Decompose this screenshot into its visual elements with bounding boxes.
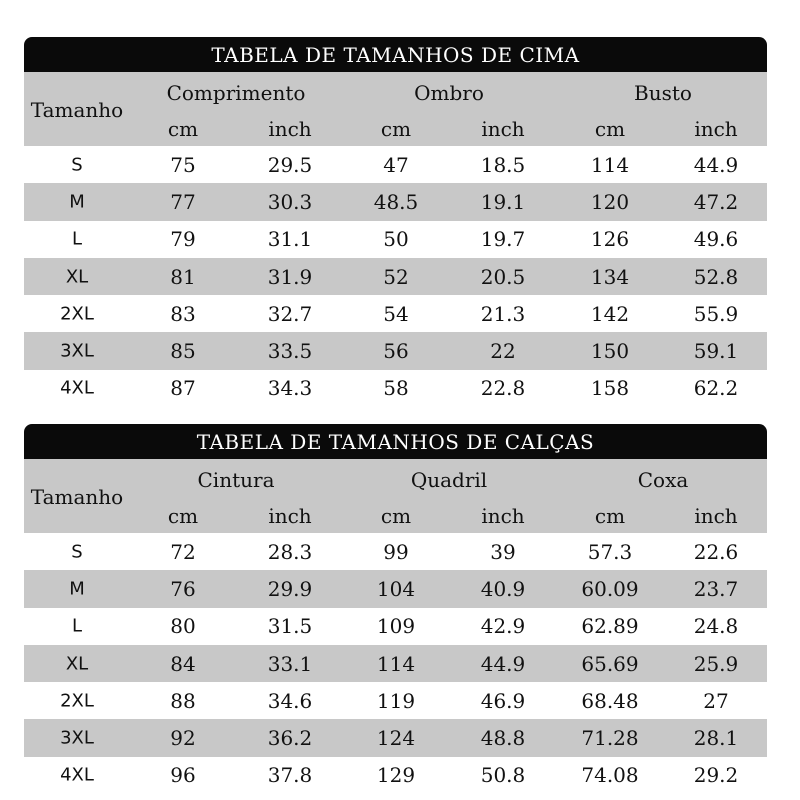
measurement-cell: 52.8 [693, 264, 739, 289]
table-row [24, 719, 767, 756]
table-row [24, 370, 767, 407]
table-row [24, 645, 767, 682]
measurement-cell: 129 [376, 763, 416, 788]
size-cell: 4XL [60, 764, 94, 786]
measurement-cell: 27 [703, 688, 729, 713]
measurement-cell: 44.9 [480, 651, 526, 676]
table-row [24, 183, 767, 220]
measurement-cell: 31.9 [267, 264, 313, 289]
measurement-cell: 21.3 [480, 301, 526, 326]
measurement-cell: 60.09 [581, 576, 639, 601]
measurement-group-label: Cintura [197, 468, 275, 492]
table-row [24, 258, 767, 295]
table-row [24, 757, 767, 794]
measurement-cell: 47 [383, 152, 409, 177]
measurement-cell: 76 [170, 576, 196, 601]
measurement-cell: 114 [590, 152, 630, 177]
measurement-cell: 68.48 [581, 688, 639, 713]
measurement-cell: 42.9 [480, 614, 526, 639]
size-cell: 4XL [60, 377, 94, 399]
table-header [24, 72, 767, 146]
measurement-cell: 28.1 [693, 726, 739, 751]
measurement-cell: 36.2 [267, 726, 313, 751]
size-cell: L [71, 228, 83, 250]
measurement-group-label: Comprimento [166, 81, 306, 105]
table-row [24, 570, 767, 607]
unit-label: inch [694, 117, 738, 141]
measurement-cell: 56 [383, 339, 409, 364]
size-cell: S [71, 541, 83, 563]
measurement-cell: 22.8 [480, 376, 526, 401]
size-cell: 3XL [60, 727, 94, 749]
measurement-cell: 31.1 [267, 227, 313, 252]
measurement-cell: 32.7 [267, 301, 313, 326]
measurement-cell: 62.2 [693, 376, 739, 401]
unit-label: inch [481, 504, 525, 528]
measurement-cell: 65.69 [581, 651, 639, 676]
table-header [24, 459, 767, 533]
measurement-cell: 71.28 [581, 726, 639, 751]
measurement-cell: 120 [590, 189, 630, 214]
measurement-cell: 150 [590, 339, 630, 364]
measurement-cell: 85 [170, 339, 196, 364]
size-cell: S [71, 154, 83, 176]
table-title: TABELA DE TAMANHOS DE CIMA [24, 37, 767, 72]
measurement-cell: 29.9 [267, 576, 313, 601]
size-column-label: Tamanho [30, 98, 124, 122]
size-cell: L [71, 615, 83, 637]
measurement-cell: 39 [490, 539, 516, 564]
size-cell: M [69, 191, 85, 213]
measurement-cell: 88 [170, 688, 196, 713]
measurement-cell: 22 [490, 339, 516, 364]
measurement-cell: 18.5 [480, 152, 526, 177]
measurement-cell: 54 [383, 301, 409, 326]
measurement-cell: 75 [170, 152, 196, 177]
measurement-group-label: Busto [634, 81, 692, 105]
measurement-cell: 46.9 [480, 688, 526, 713]
measurement-cell: 79 [170, 227, 196, 252]
measurement-cell: 72 [170, 539, 196, 564]
measurement-cell: 59.1 [693, 339, 739, 364]
measurement-cell: 104 [376, 576, 416, 601]
size-cell: 2XL [60, 303, 94, 325]
measurement-group-label: Quadril [410, 468, 488, 492]
measurement-cell: 81 [170, 264, 196, 289]
unit-label: cm [380, 117, 412, 141]
measurement-cell: 24.8 [693, 614, 739, 639]
measurement-cell: 124 [376, 726, 416, 751]
top-size-table [24, 37, 767, 407]
table-row [24, 221, 767, 258]
unit-label: cm [167, 504, 199, 528]
table-row [24, 332, 767, 369]
size-cell: XL [65, 653, 89, 675]
measurement-cell: 31.5 [267, 614, 313, 639]
measurement-cell: 99 [383, 539, 409, 564]
measurement-cell: 58 [383, 376, 409, 401]
measurement-cell: 48.8 [480, 726, 526, 751]
size-column-label: Tamanho [30, 485, 124, 509]
unit-label: inch [268, 504, 312, 528]
measurement-cell: 50.8 [480, 763, 526, 788]
size-cell: XL [65, 266, 89, 288]
measurement-cell: 109 [376, 614, 416, 639]
measurement-cell: 44.9 [693, 152, 739, 177]
measurement-cell: 28.3 [267, 539, 313, 564]
measurement-cell: 158 [590, 376, 630, 401]
measurement-cell: 114 [376, 651, 416, 676]
measurement-cell: 33.5 [267, 339, 313, 364]
measurement-cell: 57.3 [587, 539, 633, 564]
measurement-cell: 142 [590, 301, 630, 326]
measurement-cell: 20.5 [480, 264, 526, 289]
measurement-cell: 25.9 [693, 651, 739, 676]
measurement-cell: 34.6 [267, 688, 313, 713]
measurement-cell: 126 [590, 227, 630, 252]
unit-label: cm [594, 117, 626, 141]
measurement-cell: 87 [170, 376, 196, 401]
measurement-cell: 134 [590, 264, 630, 289]
measurement-cell: 96 [170, 763, 196, 788]
measurement-cell: 40.9 [480, 576, 526, 601]
measurement-cell: 30.3 [267, 189, 313, 214]
table-row [24, 295, 767, 332]
measurement-cell: 50 [383, 227, 409, 252]
measurement-cell: 62.89 [581, 614, 639, 639]
measurement-cell: 33.1 [267, 651, 313, 676]
table-row [24, 146, 767, 183]
measurement-group-label: Ombro [414, 81, 484, 105]
size-cell: 3XL [60, 340, 94, 362]
unit-label: cm [594, 504, 626, 528]
pants-size-table [24, 424, 767, 794]
measurement-cell: 23.7 [693, 576, 739, 601]
measurement-cell: 52 [383, 264, 409, 289]
measurement-cell: 80 [170, 614, 196, 639]
unit-label: cm [380, 504, 412, 528]
measurement-cell: 29.5 [267, 152, 313, 177]
table-row [24, 608, 767, 645]
measurement-cell: 49.6 [693, 227, 739, 252]
measurement-cell: 37.8 [267, 763, 313, 788]
measurement-cell: 83 [170, 301, 196, 326]
measurement-cell: 74.08 [581, 763, 639, 788]
measurement-cell: 48.5 [373, 189, 419, 214]
measurement-cell: 19.7 [480, 227, 526, 252]
measurement-cell: 92 [170, 726, 196, 751]
measurement-cell: 84 [170, 651, 196, 676]
measurement-cell: 47.2 [693, 189, 739, 214]
measurement-cell: 34.3 [267, 376, 313, 401]
table-title: TABELA DE TAMANHOS DE CALÇAS [24, 424, 767, 459]
measurement-cell: 77 [170, 189, 196, 214]
table-row [24, 533, 767, 570]
size-cell: 2XL [60, 690, 94, 712]
table-row [24, 682, 767, 719]
measurement-cell: 119 [376, 688, 416, 713]
measurement-cell: 55.9 [693, 301, 739, 326]
size-cell: M [69, 578, 85, 600]
unit-label: cm [167, 117, 199, 141]
measurement-cell: 22.6 [693, 539, 739, 564]
unit-label: inch [268, 117, 312, 141]
unit-label: inch [481, 117, 525, 141]
measurement-group-label: Coxa [637, 468, 689, 492]
measurement-cell: 29.2 [693, 763, 739, 788]
measurement-cell: 19.1 [480, 189, 526, 214]
unit-label: inch [694, 504, 738, 528]
